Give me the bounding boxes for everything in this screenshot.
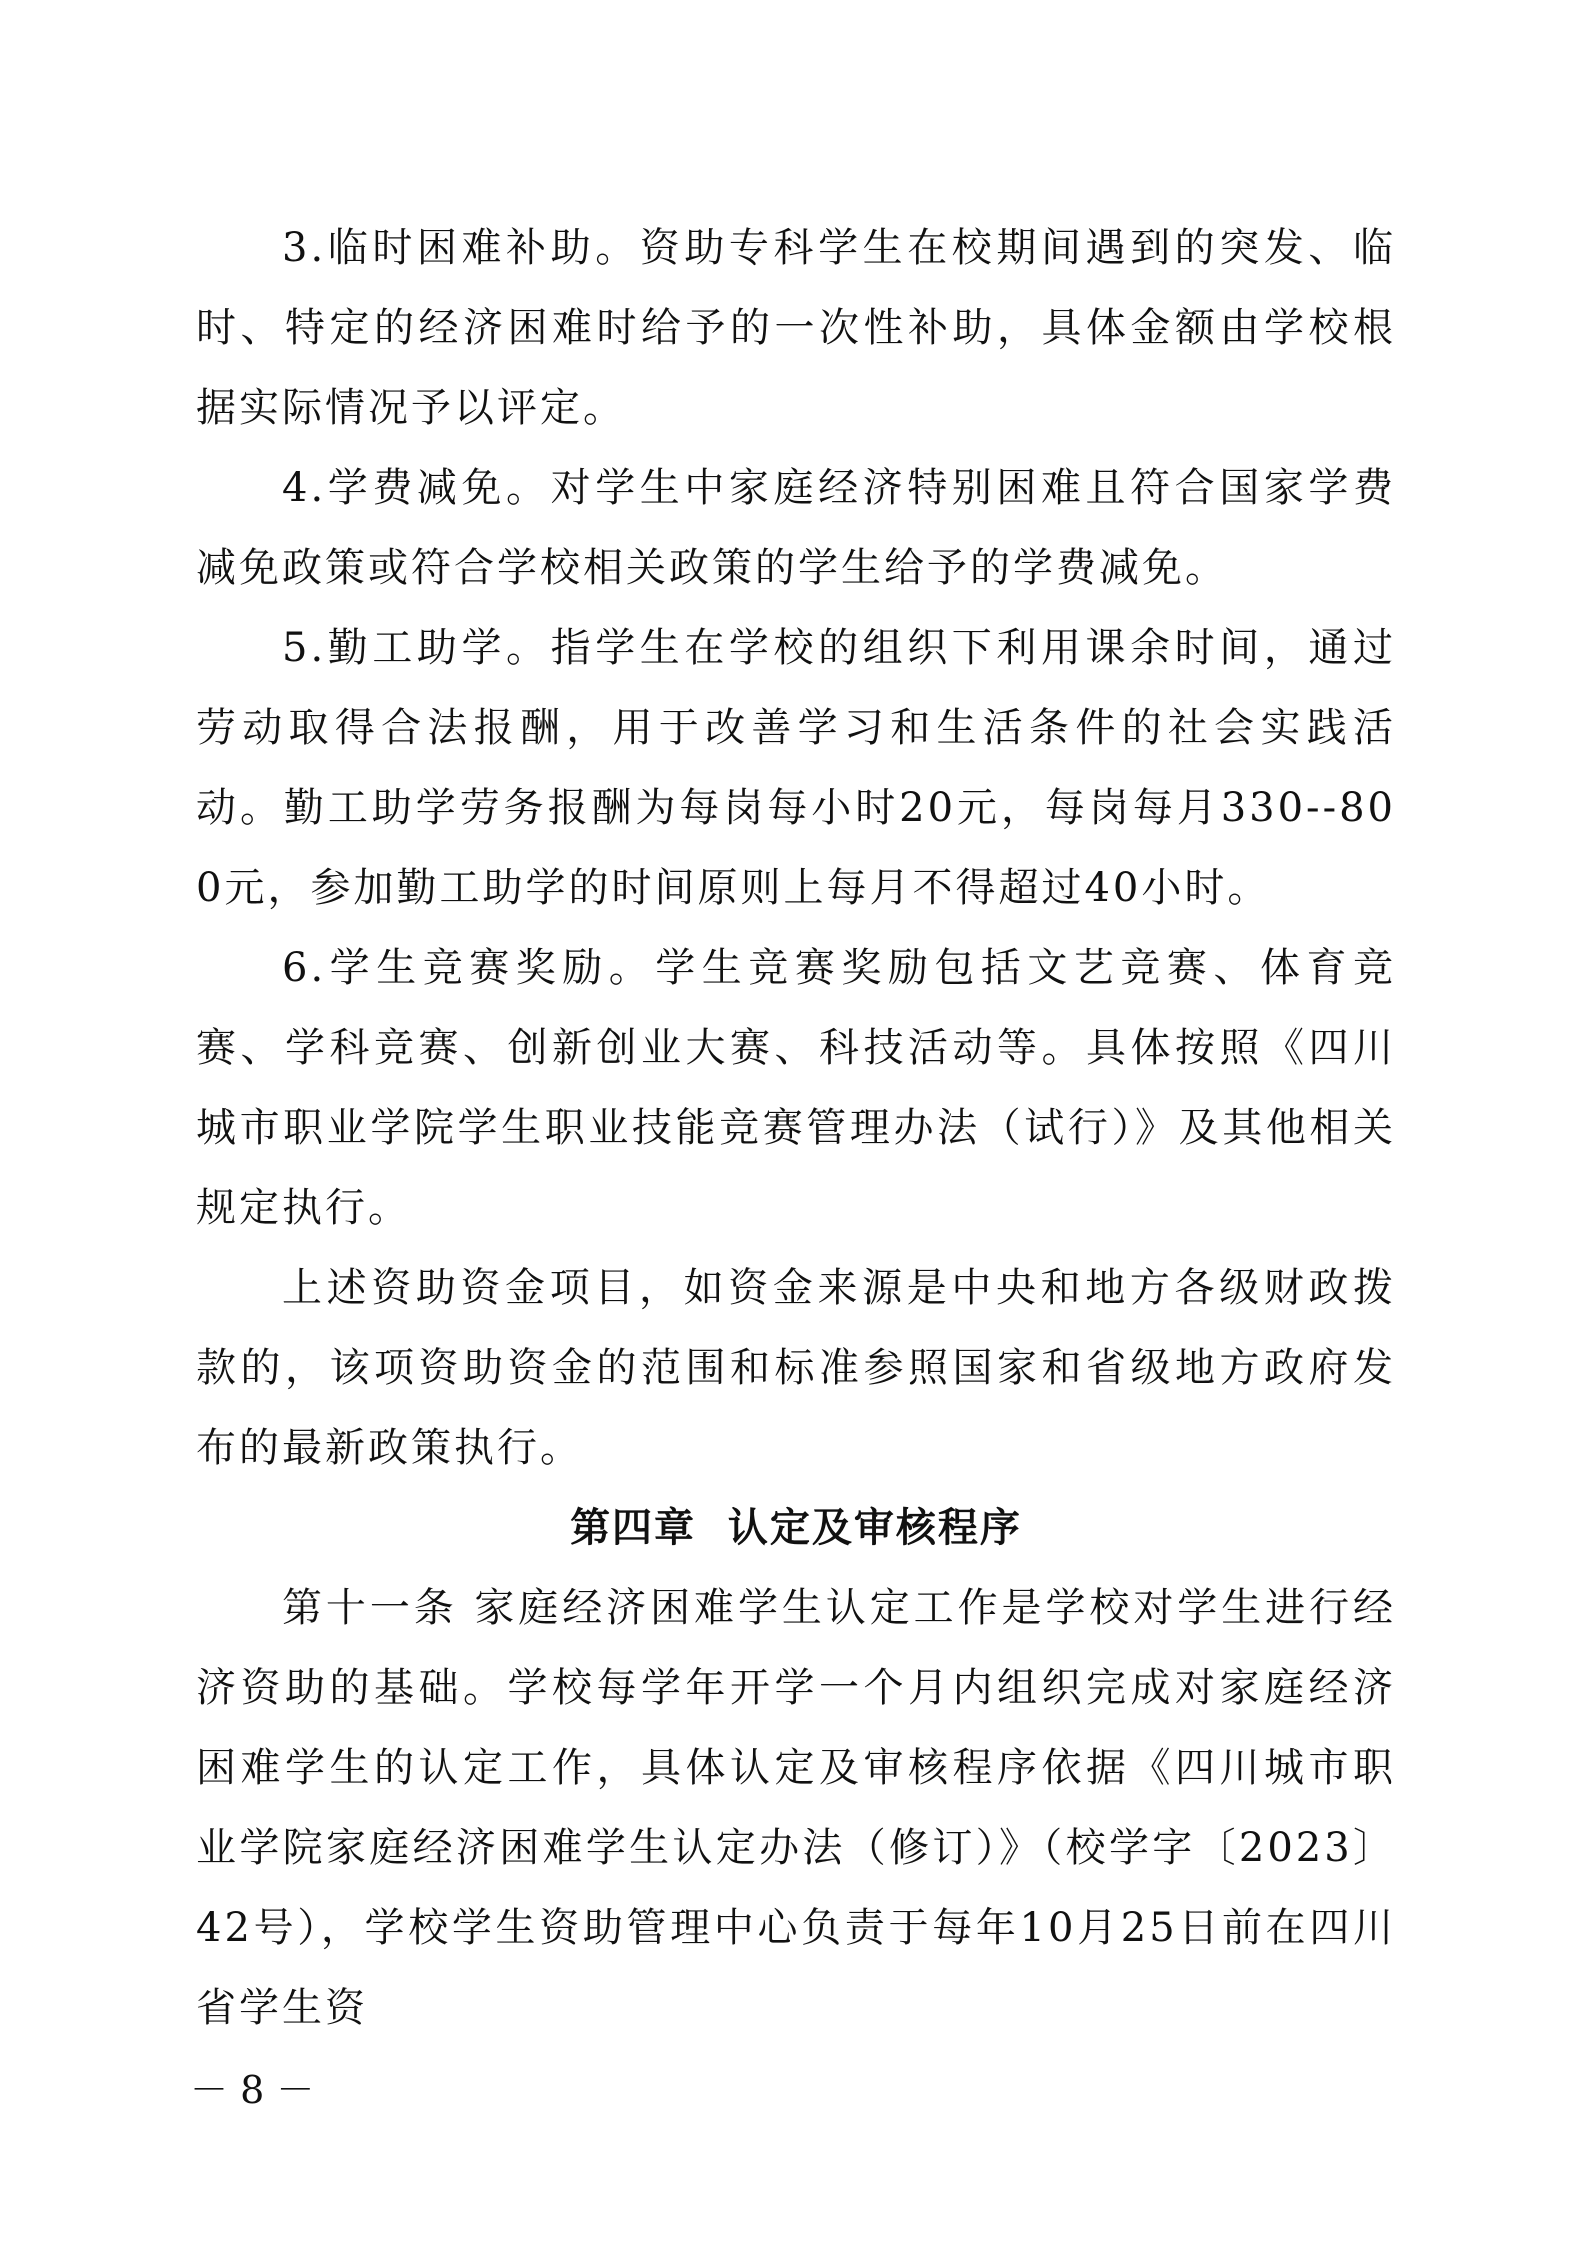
chapter-heading: 第四章 认定及审核程序 <box>570 1505 1022 1551</box>
page-number: － 8 － <box>190 2068 315 2112</box>
document-body <box>196 208 1396 2048</box>
paragraph-tuition-reduction: 4.学费减免。对学生中家庭经济特别困难且符合国家学费减免政策或符合学校相关政策的学生给予的学费减免。 <box>196 465 1396 591</box>
paragraph-article-eleven: 第十一条 家庭经济困难学生认定工作是学校对学生进行经济资助的基础。学校每学年开学一个月内组织完成对家庭经济困难学生的认定工作，具体认定及审核程序依据《四川城市职业学院家庭经济困难学生认定办法（修订）》（校学字〔2023〕42号），学校学生资助管理中心负责于每年10月25日前在四川省学生资 <box>196 1585 1396 2031</box>
paragraph-work-study: 5.勤工助学。指学生在学校的组织下利用课余时间，通过劳动取得合法报酬，用于改善学习和生活条件的社会实践活动。勤工助学劳务报酬为每岗每小时20元，每岗每月330--800元，参加勤工助学的时间原则上每月不得超过40小时。 <box>196 625 1396 911</box>
paragraph-competition-award: 6.学生竞赛奖励。学生竞赛奖励包括文艺竞赛、体育竞赛、学科竞赛、创新创业大赛、科技活动等。具体按照《四川城市职业学院学生职业技能竞赛管理办法（试行）》及其他相关规定执行。 <box>196 945 1396 1231</box>
paragraph-funding-source-note: 上述资助资金项目，如资金来源是中央和地方各级财政拨款的，该项资助资金的范围和标准参照国家和省级地方政府发布的最新政策执行。 <box>196 1265 1396 1471</box>
paragraph-temporary-hardship-subsidy: 3.临时困难补助。资助专科学生在校期间遇到的突发、临时、特定的经济困难时给予的一次性补助，具体金额由学校根据实际情况予以评定。 <box>196 225 1396 431</box>
